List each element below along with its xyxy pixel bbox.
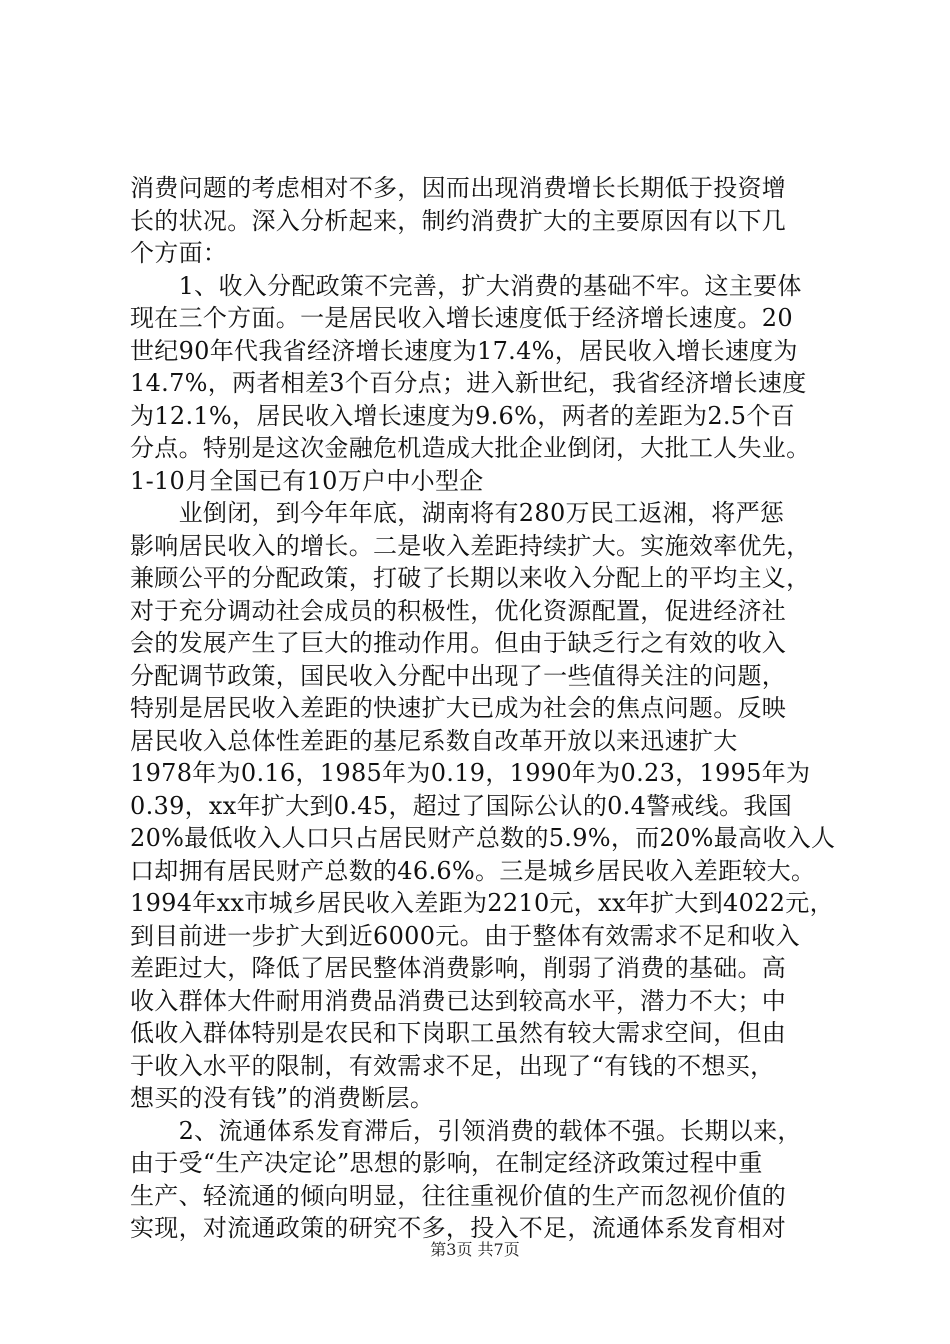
text-line: 1、收入分配政策不完善，扩大消费的基础不牢。这主要体	[130, 271, 802, 300]
text-line: 长的状况。深入分析起来，制约消费扩大的主要原因有以下几	[130, 206, 787, 235]
text-line: 到目前进一步扩大到近6000元。由于整体有效需求不足和收入	[130, 921, 800, 950]
text-line: 特别是居民收入差距的快速扩大已成为社会的焦点问题。反映	[130, 694, 787, 722]
text-line: 现在三个方面。一是居民收入增长速度低于经济增长速度。20	[130, 304, 793, 332]
text-line: 居民收入总体性差距的基尼系数自改革开放以来迅速扩大	[130, 726, 738, 755]
text-line: 2、流通体系发育滞后，引领消费的载体不强。长期以来，	[130, 1116, 802, 1145]
text-line: 1-10月全国已有10万户中小型企	[130, 466, 484, 495]
page-number-footer: 第3页 共7页	[430, 1240, 520, 1259]
text-line: 世纪90年代我省经济增长速度为17.4%，居民收入增长速度为	[130, 336, 798, 365]
text-line: 低收入群体特别是农民和下岗职工虽然有较大需求空间，但由	[130, 1019, 787, 1047]
text-line: 差距过大，降低了居民整体消费影响，削弱了消费的基础。高	[130, 954, 787, 982]
text-line: 生产、轻流通的倾向明显，往往重视价值的生产而忽视价值的	[130, 1181, 787, 1210]
text-line: 实现，对流通政策的研究不多，投入不足，流通体系发育相对	[130, 1214, 787, 1242]
text-line: 收入群体大件耐用消费品消费已达到较高水平，潜力不大；中	[130, 986, 787, 1015]
text-line: 对于充分调动社会成员的积极性，优化资源配置，促进经济社	[130, 596, 787, 625]
text-line: 于收入水平的限制，有效需求不足，出现了“有钱的不想买，	[130, 1051, 775, 1080]
body-text	[130, 172, 836, 1245]
text-line: 会的发展产生了巨大的推动作用。但由于缺乏行之有效的收入	[130, 629, 787, 657]
text-line: 0.39，xx年扩大到0.45，超过了国际公认的0.4警戒线。我国	[130, 791, 793, 820]
text-line: 兼顾公平的分配政策，打破了长期以来收入分配上的平均主义，	[130, 564, 811, 592]
text-line: 业倒闭，到今年年底，湖南将有280万民工返湘，将严惩	[130, 499, 785, 527]
text-line: 20%最低收入人口只占居民财产总数的5.9%，而20%最高收入人	[130, 824, 836, 852]
text-line: 为12.1%，居民收入增长速度为9.6%，两者的差距为2.5个百	[130, 401, 795, 430]
text-line: 分点。特别是这次金融危机造成大批企业倒闭，大批工人失业。	[130, 434, 811, 462]
text-line: 想买的没有钱”的消费断层。	[130, 1084, 435, 1112]
text-line: 消费问题的考虑相对不多，因而出现消费增长长期低于投资增	[130, 174, 787, 202]
text-line: 1978年为0.16，1985年为0.19，1990年为0.23，1995年为	[130, 759, 811, 787]
text-line: 个方面：	[130, 239, 228, 267]
text-line: 分配调节政策，国民收入分配中出现了一些值得关注的问题，	[130, 661, 787, 690]
text-line: 由于受“生产决定论”思想的影响，在制定经济政策过程中重	[130, 1149, 763, 1177]
text-line: 1994年xx市城乡居民收入差距为2210元，xx年扩大到4022元，	[130, 889, 834, 917]
text-line: 影响居民收入的增长。二是收入差距持续扩大。实施效率优先，	[130, 531, 811, 560]
text-line: 口却拥有居民财产总数的46.6%。三是城乡居民收入差距较大。	[130, 856, 816, 885]
text-line: 14.7%，两者相差3个百分点；进入新世纪，我省经济增长速度	[130, 369, 807, 397]
